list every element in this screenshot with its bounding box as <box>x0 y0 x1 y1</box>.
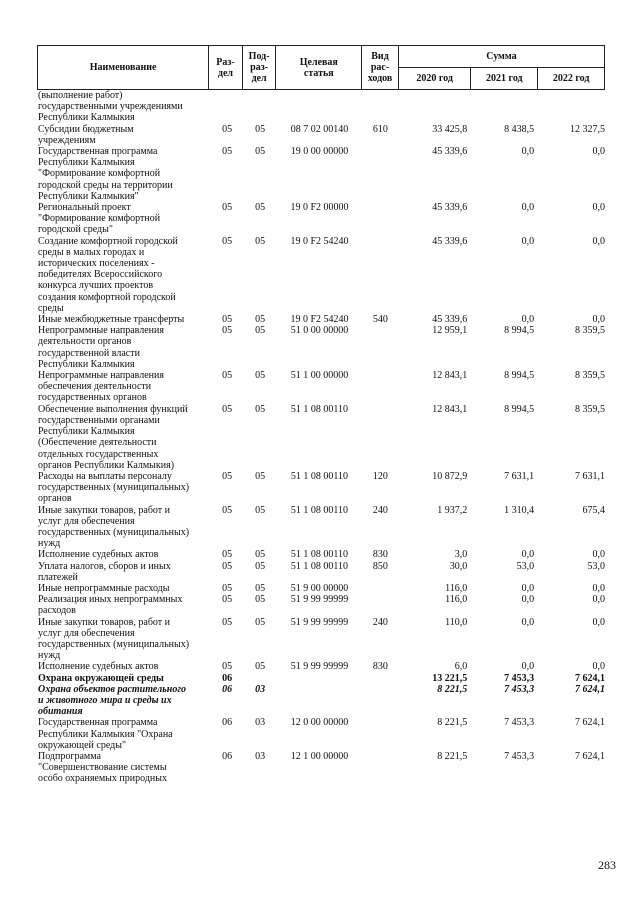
row-target: 12 0 00 00000 <box>290 717 349 729</box>
row-razdel: 05 <box>222 325 233 337</box>
row-sum-2020: 13 221,5 <box>432 672 468 684</box>
row-sum-2021: 0,0 <box>521 235 535 247</box>
table-row <box>37 561 605 583</box>
row-podrazdel: 05 <box>255 549 266 561</box>
row-sum-2020: 116,0 <box>445 582 468 594</box>
row-target: 51 1 08 00110 <box>290 560 349 572</box>
row-razdel: 05 <box>222 370 233 382</box>
header-2022: 2022 год <box>538 68 605 90</box>
row-vid: 850 <box>372 560 388 572</box>
row-sum-2022: 675,4 <box>582 504 605 516</box>
table-row <box>37 717 605 751</box>
row-razdel: 05 <box>222 594 233 606</box>
row-name: Уплата налогов, сборов и иных платежей <box>38 560 171 583</box>
row-sum-2021: 7 453,3 <box>504 717 535 729</box>
row-razdel: 05 <box>222 314 233 326</box>
row-sum-2022: 0,0 <box>592 594 605 606</box>
row-sum-2020: 33 425,8 <box>432 123 468 135</box>
row-sum-2020: 8 221,5 <box>437 717 468 729</box>
row-sum-2020: 12 959,1 <box>432 325 468 337</box>
row-sum-2020: 30,0 <box>449 560 468 572</box>
row-name: Подпрограмма "Совершенствование системы особо охраняемых природных <box>38 750 167 785</box>
table-row <box>37 124 605 146</box>
row-name: Исполнение судебных актов <box>38 549 159 561</box>
row-target: 51 9 00 00000 <box>290 582 349 594</box>
row-razdel: 05 <box>222 616 233 628</box>
row-podrazdel: 05 <box>255 325 266 337</box>
row-target: 51 1 08 00110 <box>290 549 349 561</box>
row-vid: 120 <box>372 470 388 482</box>
row-sum-2022: 53,0 <box>587 560 605 572</box>
row-sum-2021: 0,0 <box>521 616 535 628</box>
row-sum-2021: 8 438,5 <box>504 123 535 135</box>
row-sum-2020: 10 872,9 <box>432 470 468 482</box>
row-sum-2021: 1 310,4 <box>504 504 535 516</box>
row-razdel: 06 <box>222 683 233 695</box>
row-razdel: 05 <box>222 123 233 135</box>
row-sum-2021: 0,0 <box>521 661 535 673</box>
table-row <box>37 617 605 662</box>
row-podrazdel: 05 <box>255 504 266 516</box>
row-podrazdel: 05 <box>255 123 266 135</box>
row-target: 51 9 99 99999 <box>290 661 349 673</box>
row-sum-2021: 8 994,5 <box>504 370 535 382</box>
row-razdel: 05 <box>222 146 233 158</box>
row-podrazdel: 05 <box>255 594 266 606</box>
row-sum-2020: 110,0 <box>445 616 468 628</box>
header-target: Целевая статья <box>276 46 362 90</box>
row-sum-2022: 7 624,1 <box>574 717 605 729</box>
row-podrazdel: 03 <box>255 750 266 762</box>
row-podrazdel: 05 <box>255 582 266 594</box>
row-podrazdel: 05 <box>255 616 266 628</box>
table-row <box>37 370 605 404</box>
row-target: 51 1 08 00110 <box>290 403 349 415</box>
row-sum-2020: 45 339,6 <box>432 202 468 214</box>
row-sum-2021: 7 453,3 <box>504 672 535 684</box>
row-sum-2020: 8 221,5 <box>437 683 468 695</box>
table-row <box>37 236 605 314</box>
row-podrazdel: 03 <box>255 683 266 695</box>
row-sum-2021: 8 994,5 <box>504 325 535 337</box>
row-name: Охрана объектов растительного и животного мира и среды их обитания <box>38 683 187 718</box>
row-sum-2021: 0,0 <box>521 549 535 561</box>
row-name: Региональный проект "Формирование комфортной городской среды" <box>38 202 161 236</box>
table-row <box>37 661 605 672</box>
row-sum-2020: 1 937,2 <box>437 504 468 516</box>
row-sum-2020: 45 339,6 <box>432 314 468 326</box>
header-2021: 2021 год <box>471 68 538 90</box>
row-vid: 240 <box>372 616 388 628</box>
header-vid: Вид рас- ходов <box>362 46 399 90</box>
row-name: Непрограммные направления обеспечения деятельности государственных органов <box>38 370 164 404</box>
row-sum-2021: 7 453,3 <box>504 750 535 762</box>
row-target: 12 1 00 00000 <box>290 750 349 762</box>
row-razdel: 06 <box>222 750 233 762</box>
row-sum-2022: 0,0 <box>592 616 605 628</box>
row-sum-2021: 0,0 <box>521 582 535 594</box>
table-row <box>37 325 605 370</box>
row-name: (выполнение работ) государственными учреждениями Республики Калмыкия <box>38 90 183 124</box>
row-vid: 830 <box>372 661 388 673</box>
row-name: Государственная программа Республики Калмыкия "Формирование комфортной городской среды на территории Республики Калмыкия" <box>38 146 173 202</box>
row-sum-2020: 8 221,5 <box>437 750 468 762</box>
table-row <box>37 684 605 718</box>
row-target: 19 0 F2 54240 <box>290 235 349 247</box>
header-razdel: Раз- дел <box>209 46 243 90</box>
row-sum-2021: 7 453,3 <box>504 683 535 695</box>
row-razdel: 06 <box>222 717 233 729</box>
row-razdel: 05 <box>222 582 233 594</box>
row-name: Охрана окружающей среды <box>38 672 164 684</box>
row-sum-2022: 0,0 <box>592 582 605 594</box>
row-podrazdel: 05 <box>255 403 266 415</box>
row-podrazdel: 05 <box>255 560 266 572</box>
row-sum-2022: 0,0 <box>592 235 605 247</box>
row-podrazdel: 05 <box>255 146 266 158</box>
row-target: 51 9 99 99999 <box>290 594 349 606</box>
row-target: 51 9 99 99999 <box>290 616 349 628</box>
row-vid: 610 <box>372 123 388 135</box>
row-sum-2022: 7 624,1 <box>574 672 605 684</box>
row-sum-2021: 0,0 <box>521 146 535 158</box>
row-name: Иные закупки товаров, работ и услуг для обеспечения государственных (муниципальных) нужд <box>38 504 190 550</box>
row-podrazdel: 05 <box>255 661 266 673</box>
row-podrazdel: 05 <box>255 202 266 214</box>
row-sum-2022: 8 359,5 <box>574 325 605 337</box>
row-razdel: 05 <box>222 202 233 214</box>
table-row <box>37 583 605 594</box>
row-name: Иные межбюджетные трансферты <box>38 314 185 326</box>
row-podrazdel: 03 <box>255 717 266 729</box>
row-razdel: 05 <box>222 560 233 572</box>
row-sum-2022: 0,0 <box>592 661 605 673</box>
row-name: Иные закупки товаров, работ и услуг для обеспечения государственных (муниципальных) нужд <box>38 616 190 662</box>
row-name: Исполнение судебных актов <box>38 661 159 673</box>
row-sum-2022: 0,0 <box>592 146 605 158</box>
row-name: Субсидии бюджетным учреждениям <box>38 123 134 146</box>
row-sum-2020: 12 843,1 <box>432 403 468 415</box>
row-target: 51 1 08 00110 <box>290 504 349 516</box>
row-sum-2020: 45 339,6 <box>432 146 468 158</box>
row-target: 19 0 00 00000 <box>290 146 349 158</box>
row-razdel: 05 <box>222 504 233 516</box>
row-sum-2022: 7 624,1 <box>574 683 605 695</box>
table-header <box>37 45 605 90</box>
table-row <box>37 146 605 202</box>
table-row <box>37 404 605 471</box>
row-sum-2020: 116,0 <box>445 594 468 606</box>
row-name: Создание комфортной городской среды в малых городах и исторических поселениях - победителях Всероссийского конкурса лучших проектов создания комфортной городской среды <box>38 235 178 314</box>
row-sum-2021: 8 994,5 <box>504 403 535 415</box>
row-sum-2022: 8 359,5 <box>574 403 605 415</box>
row-name: Реализация иных непрограммных расходов <box>38 594 183 617</box>
table-body <box>37 90 605 785</box>
row-sum-2021: 0,0 <box>521 594 535 606</box>
page-number: 283 <box>598 858 616 872</box>
header-name: Наименование <box>38 46 209 90</box>
row-sum-2022: 7 624,1 <box>574 750 605 762</box>
header-2020: 2020 год <box>398 68 471 90</box>
row-sum-2022: 0,0 <box>592 549 605 561</box>
row-sum-2020: 12 843,1 <box>432 370 468 382</box>
row-vid: 540 <box>372 314 388 326</box>
row-target: 51 0 00 00000 <box>290 325 349 337</box>
row-sum-2021: 7 631,1 <box>504 470 535 482</box>
row-target: 51 1 00 00000 <box>290 370 349 382</box>
row-sum-2020: 45 339,6 <box>432 235 468 247</box>
row-sum-2020: 6,0 <box>454 661 468 673</box>
row-razdel: 05 <box>222 470 233 482</box>
row-name: Государственная программа Республики Калмыкия "Охрана окружающей среды" <box>38 717 173 751</box>
row-razdel: 05 <box>222 235 233 247</box>
row-name: Расходы на выплаты персоналу государственных (муниципальных) органов <box>38 470 190 505</box>
table-row <box>37 505 605 550</box>
row-podrazdel: 05 <box>255 314 266 326</box>
row-sum-2022: 0,0 <box>592 202 605 214</box>
table-row <box>37 202 605 236</box>
header-podrazdel: Под- раз- дел <box>242 46 276 90</box>
table-row <box>37 549 605 560</box>
table-row <box>37 90 605 124</box>
row-razdel: 06 <box>222 672 233 684</box>
table-row <box>37 751 605 785</box>
row-sum-2022: 7 631,1 <box>574 470 605 482</box>
row-target: 08 7 02 00140 <box>290 123 349 135</box>
table-row <box>37 673 605 684</box>
row-razdel: 05 <box>222 403 233 415</box>
row-podrazdel: 05 <box>255 470 266 482</box>
row-name: Обеспечение выполнения функций государственными органами Республики Калмыкия (Обеспечение деятельности отдельных государственных органов Республики Калмыкия) <box>38 403 188 471</box>
table-row <box>37 594 605 616</box>
row-target: 51 1 08 00110 <box>290 470 349 482</box>
row-razdel: 05 <box>222 661 233 673</box>
table-row <box>37 314 605 325</box>
row-sum-2020: 3,0 <box>454 549 468 561</box>
row-name: Непрограммные направления деятельности органов государственной власти Республики Калмыкия <box>38 325 164 370</box>
row-target: 19 0 F2 54240 <box>290 314 349 326</box>
table-row <box>37 471 605 505</box>
row-vid: 830 <box>372 549 388 561</box>
row-sum-2021: 0,0 <box>521 202 535 214</box>
header-sum: Сумма <box>398 46 604 68</box>
row-sum-2021: 53,0 <box>516 560 535 572</box>
row-sum-2021: 0,0 <box>521 314 535 326</box>
row-sum-2022: 12 327,5 <box>569 123 605 135</box>
row-sum-2022: 0,0 <box>592 314 605 326</box>
row-podrazdel: 05 <box>255 235 266 247</box>
row-name: Иные непрограммные расходы <box>38 582 170 594</box>
row-target: 19 0 F2 00000 <box>290 202 349 214</box>
row-podrazdel: 05 <box>255 370 266 382</box>
row-sum-2022: 8 359,5 <box>574 370 605 382</box>
row-razdel: 05 <box>222 549 233 561</box>
row-vid: 240 <box>372 504 388 516</box>
